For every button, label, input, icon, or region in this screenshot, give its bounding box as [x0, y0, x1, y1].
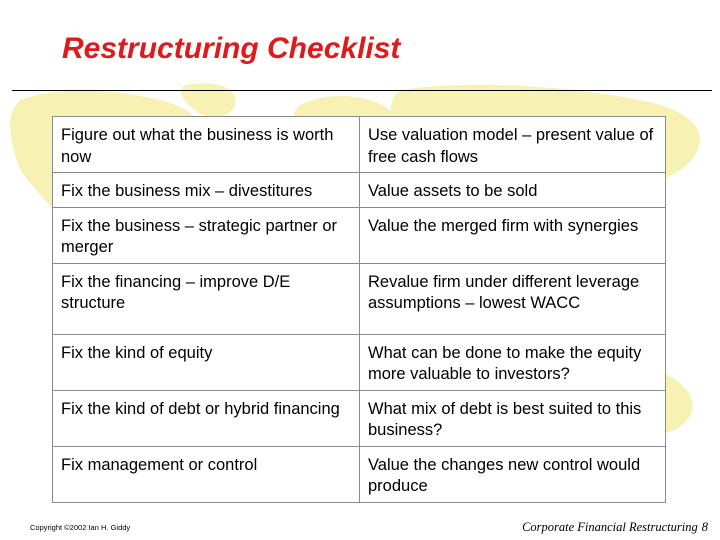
slide-title: Restructuring Checklist — [62, 32, 401, 65]
table-row — [53, 390, 666, 446]
action-cell: Fix the business – strategic partner or merger — [53, 207, 360, 263]
valuation-cell: What mix of debt is best suited to this business? — [360, 390, 666, 446]
action-cell: Fix the business mix – divestitures — [53, 173, 360, 208]
page-number: 8 — [701, 520, 708, 534]
table-row — [53, 263, 666, 334]
copyright-notice: Copyright ©2002 Ian H. Giddy — [30, 523, 131, 532]
valuation-cell: What can be done to make the equity more valuable to investors? — [360, 334, 666, 390]
checklist-table-wrapper — [52, 116, 666, 503]
valuation-cell: Use valuation model – present value of free cash flows — [360, 117, 666, 173]
action-cell: Fix the kind of equity — [53, 334, 360, 390]
valuation-cell: Value the changes new control would produce — [360, 446, 666, 502]
action-cell: Fix management or control — [53, 446, 360, 502]
table-row — [53, 446, 666, 502]
valuation-cell: Value the merged firm with synergies — [360, 207, 666, 263]
valuation-cell: Revalue firm under different leverage assumptions – lowest WACC — [360, 263, 666, 334]
table-row — [53, 207, 666, 263]
table-row — [53, 173, 666, 208]
checklist-table — [52, 116, 666, 503]
course-title: Corporate Financial Restructuring — [522, 520, 698, 534]
action-cell: Figure out what the business is worth now — [53, 117, 360, 173]
slide-footer — [518, 520, 708, 535]
valuation-cell: Value assets to be sold — [360, 173, 666, 208]
title-divider — [12, 90, 712, 91]
greenland-shape — [181, 83, 236, 117]
action-cell: Fix the kind of debt or hybrid financing — [53, 390, 360, 446]
table-row — [53, 334, 666, 390]
action-cell: Fix the financing – improve D/E structure — [53, 263, 360, 334]
table-row — [53, 117, 666, 173]
